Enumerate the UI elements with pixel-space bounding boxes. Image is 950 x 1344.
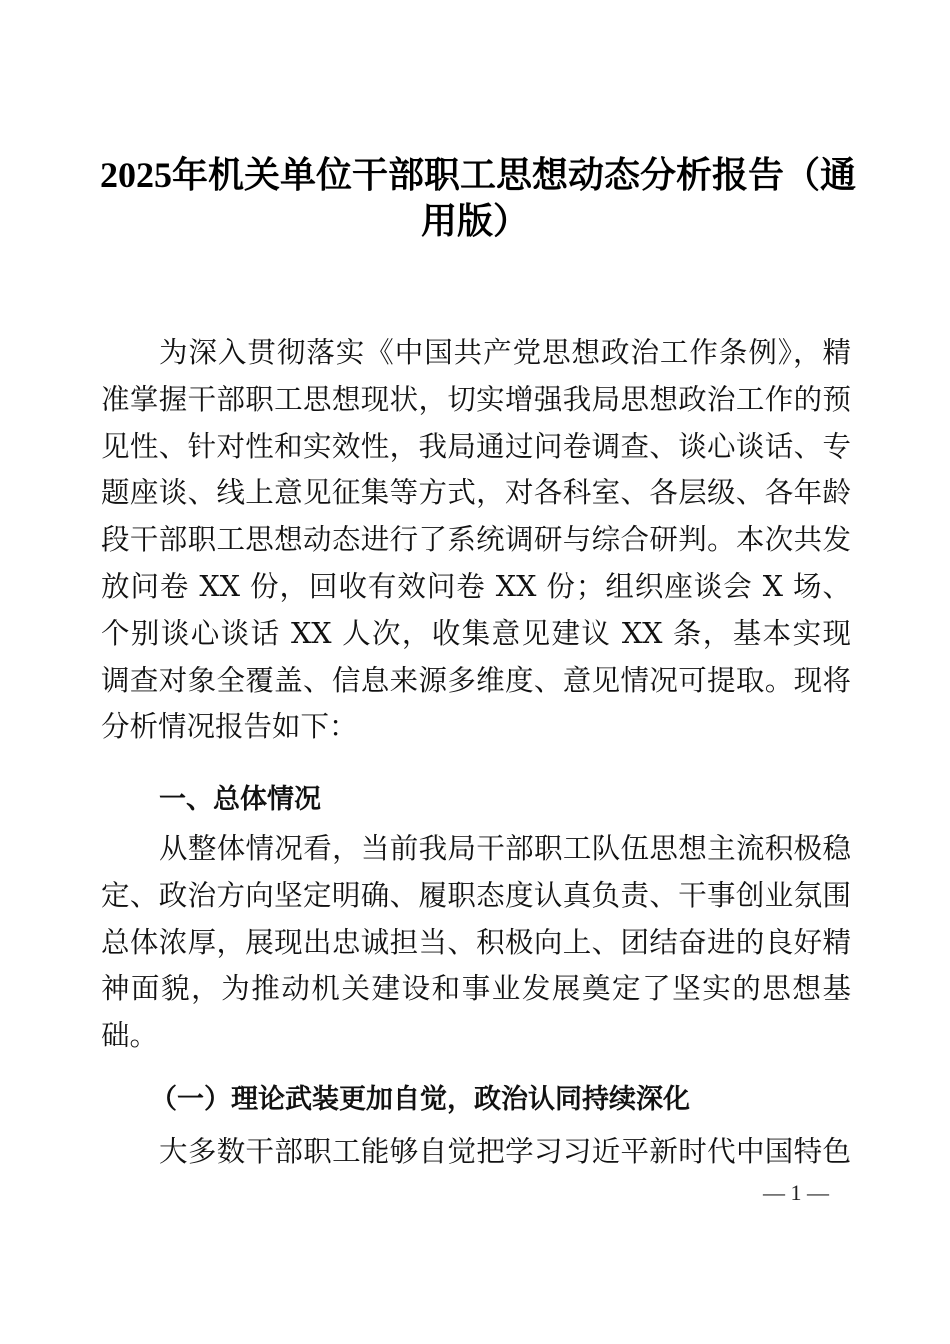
paragraph-line: 准掌握干部职工思想现状，切实增强我局思想政治工作的预 (101, 382, 851, 416)
paragraph-line: 个别谈心谈话 XX 人次，收集意见建议 XX 条，基本实现 (101, 616, 851, 650)
paragraph-line: 神面貌，为推动机关建设和事业发展奠定了坚实的思想基 (101, 972, 851, 1006)
paragraph-line: 调查对象全覆盖、信息来源多维度、意见情况可提取。现将 (101, 663, 851, 697)
title-line: 用版） (420, 201, 529, 241)
paragraph-line: 总体浓厚，展现出忠诚担当、积极向上、团结奋进的良好精 (101, 925, 851, 959)
paragraph-line: 放问卷 XX 份，回收有效问卷 XX 份；组织座谈会 X 场、 (101, 569, 851, 603)
title-line: 2025年机关单位干部职工思想动态分析报告（通 (100, 155, 857, 195)
paragraph-line: 大多数干部职工能够自觉把学习习近平新时代中国特色 (159, 1135, 851, 1168)
section-heading-overall: 一、总体情况 (159, 784, 321, 815)
paragraph-line: 段干部职工思想动态进行了系统调研与综合研判。本次共发 (101, 523, 851, 557)
paragraph-line: 础。 (101, 1019, 159, 1053)
subsection-paragraph (101, 1129, 851, 1176)
paragraph-line: 分析情况报告如下： (101, 710, 358, 744)
subsection-heading-theory: （一）理论武装更加自觉，政治认同持续深化 (150, 1084, 690, 1115)
paragraph-line: 题座谈、线上意见征集等方式，对各科室、各层级、各年龄 (101, 476, 851, 510)
overall-paragraph (101, 826, 851, 1060)
intro-paragraph (101, 330, 851, 751)
document-title (100, 152, 857, 244)
paragraph-line: 从整体情况看，当前我局干部职工队伍思想主流积极稳 (159, 832, 851, 865)
page-number: — 1 — (763, 1180, 829, 1205)
paragraph-line: 为深入贯彻落实《中国共产党思想政治工作条例》，精 (159, 336, 851, 369)
paragraph-line: 见性、针对性和实效性，我局通过问卷调查、谈心谈话、专 (101, 429, 851, 463)
paragraph-line: 定、政治方向坚定明确、履职态度认真负责、干事创业氛围 (101, 878, 851, 912)
